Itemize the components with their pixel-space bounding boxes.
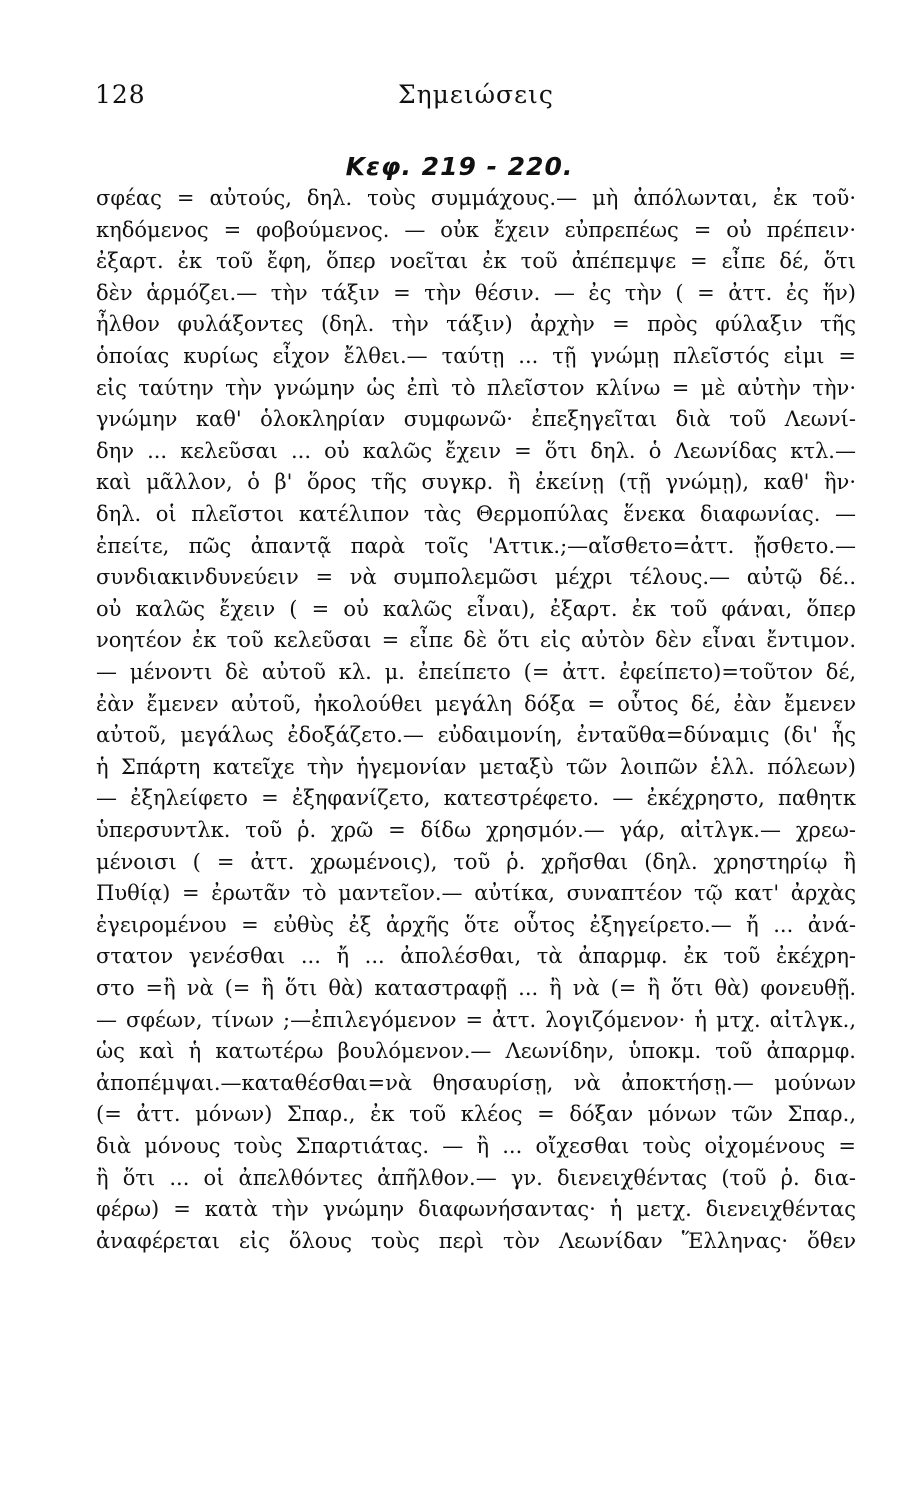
text-line: κηδόμενος = φοβούμενος. — οὐκ ἔχειν εὐπρεπέως = οὐ πρέπειν· — [96, 217, 856, 242]
text-line: δηλ. οἱ πλεῖστοι κατέλιπον τὰς Θερμοπύλας ἕνεκα διαφωνίας. — — [96, 502, 856, 526]
text-line: — μένοντι δὲ αὐτοῦ κλ. μ. ἐπείπετο (= ἀττ. ἐφείπετο)=τοῦτον δέ, — [96, 660, 856, 684]
text-line: ὁποίας κυρίως εἶχον ἔλθει.— ταύτῃ ... τῇ γνώμῃ πλεῖστός εἰμι = — [96, 344, 856, 368]
chapter-heading: Κεφ. 219 - 220. — [345, 152, 574, 181]
text-line: διὰ μόνους τοὺς Σπαρτιάτας. — ἢ ... οἴχεσθαι τοὺς οἰχομένους = — [96, 1134, 856, 1158]
text-line: φέρω) = κατὰ τὴν γνώμην διαφωνήσαντας· ἡ μετχ. διενειχθέντας — [96, 1197, 856, 1222]
text-line: δὲν ἁρμόζει.— τὴν τάξιν = τὴν θέσιν. — ἐς τὴν ( = ἀττ. ἐς ἥν) — [96, 280, 856, 305]
text-line: ἡ Σπάρτη κατεῖχε τὴν ἡγεμονίαν μεταξὺ τῶν λοιπῶν ἑλλ. πόλεων) — [96, 754, 856, 779]
text-line: — σφέων, τίνων ;—ἐπιλεγόμενον = ἀττ. λογιζόμενον· ἡ μτχ. αἰτλγκ., — [96, 1007, 856, 1032]
text-line: ἐὰν ἔμενεν αὐτοῦ, ἠκολούθει μεγάλη δόξα = οὗτος δέ, ἐὰν ἔμενεν — [96, 691, 856, 716]
text-line: στο =ἢ νὰ (= ἢ ὅτι θὰ) καταστραφῇ ... ἢ νὰ (= ἢ ὅτι θὰ) φονευθῇ. — [96, 976, 856, 1000]
text-line: ἐγειρομένου = εὐθὺς ἐξ ἀρχῆς ὅτε οὗτος ἐξηγείρετο.— ἤ ... ἀνά- — [96, 912, 856, 937]
page-number: 128 — [95, 80, 146, 109]
text-line: — ἐξηλείφετο = ἐξηφανίζετο, κατεστρέφετο. — ἐκέχρηστο, παθητκ — [96, 786, 856, 811]
text-line: ἐξαρτ. ἐκ τοῦ ἔφη, ὅπερ νοεῖται ἐκ τοῦ ἀπέπεμψε = εἶπε δέ, ὅτι — [96, 249, 856, 274]
text-line: δην ... κελεῦσαι ... οὐ καλῶς ἔχειν = ὅτι δηλ. ὁ Λεωνίδας κτλ.— — [96, 438, 856, 463]
text-line: ἐπείτε, πῶς ἀπαντᾷ παρὰ τοῖς 'Αττικ.;—αἴσθετο=ἀττ. ᾔσθετο.— — [96, 533, 856, 558]
text-line: ὑπερσυντλκ. τοῦ ῥ. χρῶ = δίδω χρησμόν.— γάρ, αἰτλγκ.— χρεω- — [96, 818, 856, 842]
text-line: γνώμην καθ' ὁλοκληρίαν συμφωνῶ· ἐπεξηγεῖται διὰ τοῦ Λεωνί- — [96, 407, 856, 432]
text-line: καὶ μᾶλλον, ὁ β' ὅρος τῆς συγκρ. ἢ ἐκείνῃ (τῇ γνώμῃ), καθ' ἣν· — [96, 470, 856, 495]
text-line: συνδιακινδυνεύειν = νὰ συμπολεμῶσι μέχρι τέλους.— αὐτῷ δέ.. — [96, 565, 856, 590]
text-line: Πυθίᾳ) = ἐρωτᾶν τὸ μαντεῖον.— αὐτίκα, συναπτέον τῷ κατ' ἀρχὰς — [96, 881, 856, 906]
text-line: νοητέον ἐκ τοῦ κελεῦσαι = εἶπε δὲ ὅτι εἰς αὐτὸν δὲν εἶναι ἔντιμον. — [96, 628, 856, 653]
text-line: ἦλθον φυλάξοντες (δηλ. τὴν τάξιν) ἀρχὴν = πρὸς φύλαξιν τῆς — [96, 312, 856, 337]
text-line: στατον γενέσθαι ... ἤ ... ἀπολέσθαι, τὰ ἀπαρμφ. ἐκ τοῦ ἐκέχρη- — [96, 944, 856, 969]
text-line: (= ἀττ. μόνων) Σπαρ., ἐκ τοῦ κλέος = δόξαν μόνων τῶν Σπαρ., — [96, 1102, 856, 1127]
running-title: Σημειώσεις — [398, 80, 554, 109]
text-line: ἀναφέρεται εἰς ὅλους τοὺς περὶ τὸν Λεωνίδαν Ἕλληνας· ὅθεν — [96, 1228, 856, 1253]
text-line: ὡς καὶ ἡ κατωτέρω βουλόμενον.— Λεωνίδην, ὑποκμ. τοῦ ἀπαρμφ. — [96, 1039, 856, 1064]
text-line: εἰς ταύτην τὴν γνώμην ὡς ἐπὶ τὸ πλεῖστον κλίνω = μὲ αὐτὴν τὴν· — [96, 375, 856, 400]
text-line: μένοισι ( = ἀττ. χρωμένοις), τοῦ ῥ. χρῆσθαι (δηλ. χρηστηρίῳ ἢ — [96, 849, 856, 874]
text-line: ἢ ὅτι ... οἱ ἀπελθόντες ἀπῆλθον.— γν. διενειχθέντας (τοῦ ῥ. δια- — [96, 1165, 856, 1190]
text-line: οὐ καλῶς ἔχειν ( = οὐ καλῶς εἶναι), ἐξαρτ. ἐκ τοῦ φάναι, ὅπερ — [96, 596, 856, 621]
text-line: αὐτοῦ, μεγάλως ἐδοξάζετο.— εὐδαιμονίη, ἐνταῦθα=δύναμις (δι' ἧς — [96, 723, 856, 748]
text-line: σφέας = αὐτούς, δηλ. τοὺς συμμάχους.— μὴ ἀπόλωνται, ἐκ τοῦ· — [96, 186, 856, 210]
text-line: ἀποπέμψαι.—καταθέσθαι=νὰ θησαυρίσῃ, νὰ ἀποκτήσῃ.— μούνων — [96, 1070, 856, 1095]
